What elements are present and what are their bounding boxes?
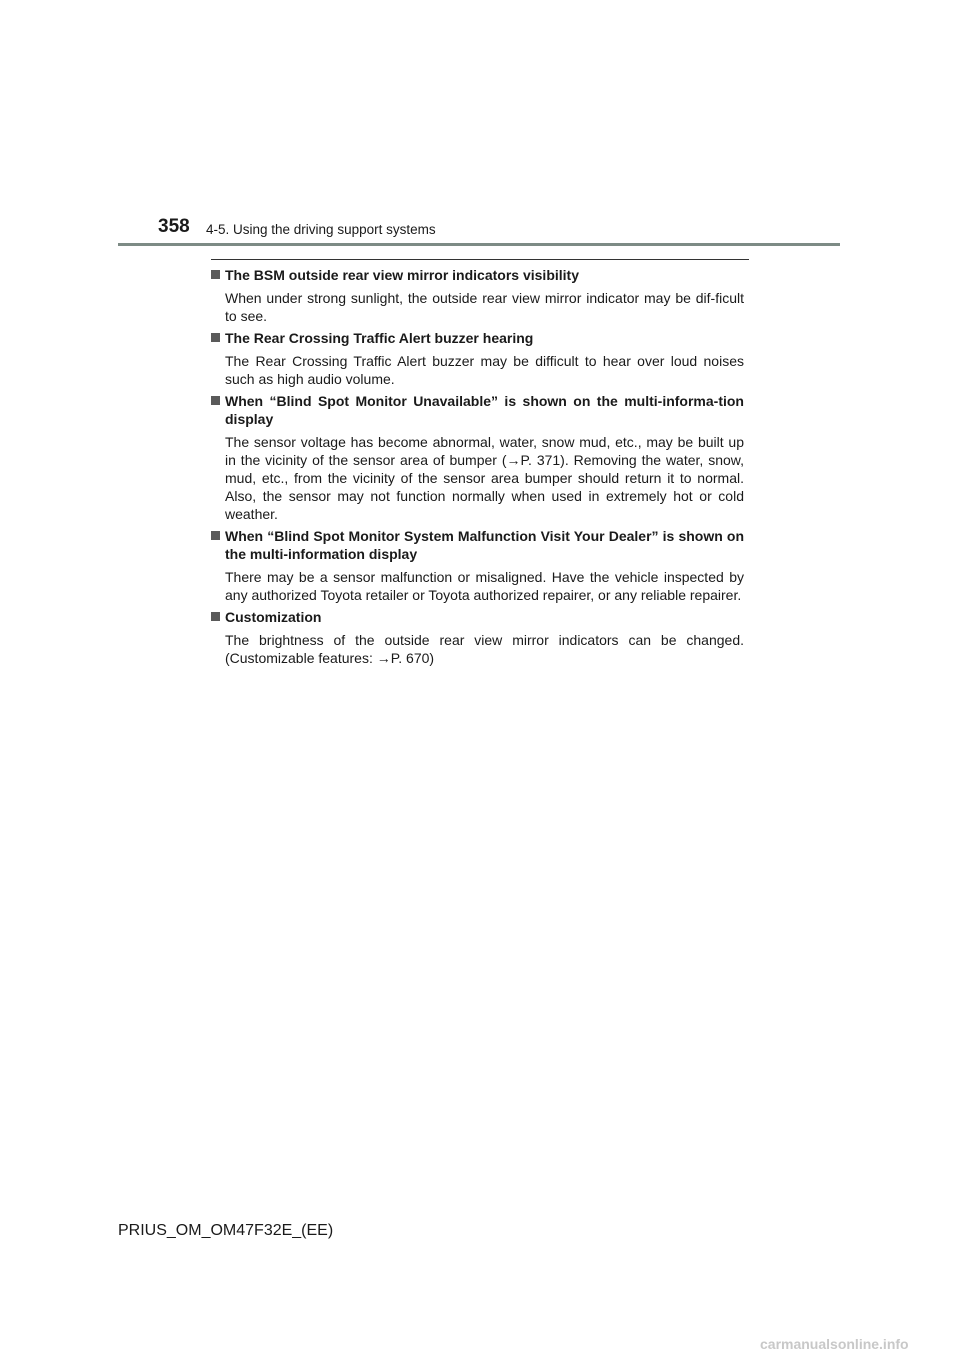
square-bullet-icon bbox=[211, 612, 220, 621]
list-item bbox=[211, 392, 744, 523]
item-heading-text: When “Blind Spot Monitor System Malfunction Visit Your Dealer” is shown on the multi-information display bbox=[225, 528, 744, 562]
square-bullet-icon bbox=[211, 333, 220, 342]
item-body: When under strong sunlight, the outside rear view mirror indicator may be dif-ficult to see. bbox=[225, 290, 744, 324]
square-bullet-icon bbox=[211, 396, 220, 405]
item-heading bbox=[211, 329, 744, 347]
document-code: PRIUS_OM_OM47F32E_(EE) bbox=[118, 1222, 334, 1239]
section-title: 4-5. Using the driving support systems bbox=[206, 222, 436, 237]
item-heading bbox=[211, 392, 744, 428]
item-heading-text: The Rear Crossing Traffic Alert buzzer hearing bbox=[225, 330, 534, 346]
item-body: The sensor voltage has become abnormal, water, snow mud, etc., may be built up in the vicinity of the sensor area of bumper (→P. 371). Removing the water, snow, mud, etc., from the vicinity of the sensor area bumper should return it to normal. Also, the sensor may not function normally when used in extremely hot or cold weather. bbox=[225, 434, 744, 522]
square-bullet-icon bbox=[211, 270, 220, 279]
list-item bbox=[211, 527, 744, 604]
item-body: The Rear Crossing Traffic Alert buzzer may be difficult to hear over loud noises such as high audio volume. bbox=[225, 353, 744, 387]
content-divider bbox=[211, 259, 749, 260]
item-heading-text: The BSM outside rear view mirror indicators visibility bbox=[225, 267, 579, 283]
item-heading bbox=[211, 266, 744, 284]
page-number: 358 bbox=[158, 216, 190, 237]
header-divider bbox=[118, 243, 840, 246]
item-heading-text: Customization bbox=[225, 609, 322, 625]
content-section bbox=[211, 266, 744, 671]
watermark-text: carmanualsonline.info bbox=[760, 1336, 909, 1352]
item-body: The brightness of the outside rear view mirror indicators can be changed. (Customizable features: →P. 670) bbox=[225, 632, 744, 666]
list-item bbox=[211, 608, 744, 667]
item-heading bbox=[211, 527, 744, 563]
list-item bbox=[211, 329, 744, 388]
item-heading bbox=[211, 608, 744, 626]
item-body: There may be a sensor malfunction or misaligned. Have the vehicle inspected by any authorized Toyota retailer or Toyota authorized repairer, or any reliable repairer. bbox=[225, 569, 744, 603]
list-item bbox=[211, 266, 744, 325]
item-heading-text: When “Blind Spot Monitor Unavailable” is shown on the multi-informa-tion display bbox=[225, 393, 744, 427]
square-bullet-icon bbox=[211, 531, 220, 540]
